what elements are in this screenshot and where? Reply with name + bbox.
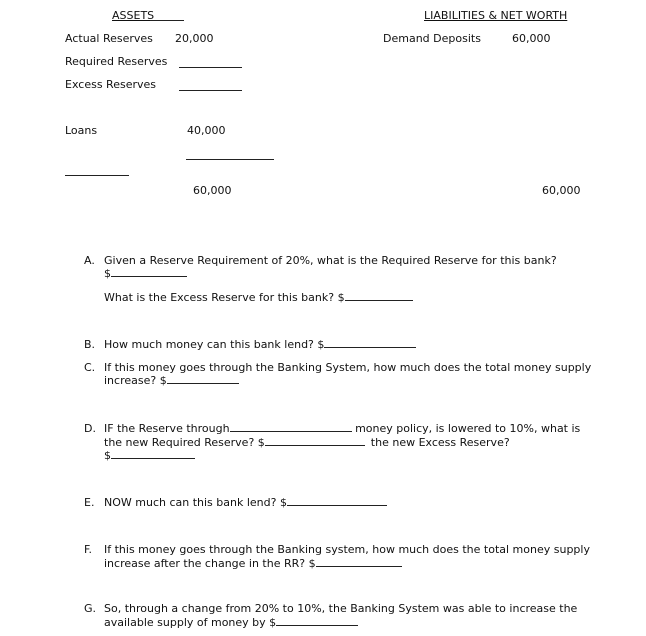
question-f-letter: F. [84, 543, 93, 556]
actual-reserves-value: 20,000 [175, 32, 214, 45]
question-a-answer [104, 267, 187, 281]
excess-reserves-label: Excess Reserves [65, 78, 156, 91]
question-g-letter: G. [84, 602, 97, 615]
extra-asset-value-blank[interactable] [186, 159, 274, 160]
question-d-line1 [104, 422, 580, 436]
question-a-letter: A. [84, 254, 95, 267]
question-d-part3: the new Required Reserve? $ [104, 436, 265, 449]
question-e-letter: E. [84, 496, 95, 509]
question-g-text: So, through a change from 20% to 10%, the Banking System was able to increase the [104, 602, 578, 615]
actual-reserves-label: Actual Reserves [65, 32, 153, 45]
question-g-blank[interactable] [276, 616, 358, 626]
question-a-answer-blank[interactable] [111, 267, 187, 277]
question-d-answer-prefix: $ [104, 449, 111, 462]
assets-header-rule [150, 20, 184, 21]
question-a-answer-prefix: $ [104, 267, 111, 280]
question-f-blank[interactable] [316, 557, 402, 567]
question-a-excess [104, 291, 413, 305]
question-c-letter: C. [84, 361, 96, 374]
question-a-excess-text: What is the Excess Reserve for this bank? $ [104, 291, 345, 304]
question-c-text2: increase? $ [104, 374, 167, 387]
question-a-excess-blank[interactable] [345, 291, 413, 301]
required-reserves-label: Required Reserves [65, 55, 168, 68]
question-b-blank[interactable] [324, 338, 416, 348]
question-d-line3 [104, 449, 195, 463]
question-d-part1: IF the Reserve through [104, 422, 230, 435]
question-f-text: If this money goes through the Banking system, how much does the total money supply [104, 543, 590, 556]
extra-asset-label-blank[interactable] [65, 175, 129, 176]
question-e-text: NOW much can this bank lend? $ [104, 496, 287, 509]
question-d-required-blank[interactable] [265, 436, 365, 446]
question-g-text2: available supply of money by $ [104, 616, 277, 629]
question-c-line2 [104, 374, 239, 388]
question-g-line2 [104, 616, 358, 630]
question-b-line [104, 338, 416, 352]
required-reserves-blank[interactable] [179, 67, 242, 68]
question-d-part4: the new Excess Reserve? [370, 436, 510, 449]
question-c-blank[interactable] [167, 374, 239, 384]
question-d-excess-blank[interactable] [111, 449, 195, 459]
assets-total: 60,000 [193, 184, 232, 197]
question-d-letter: D. [84, 422, 96, 435]
question-d-line2 [104, 436, 510, 450]
loans-label: Loans [65, 124, 98, 137]
liabilities-total: 60,000 [542, 184, 581, 197]
excess-reserves-blank[interactable] [179, 90, 242, 91]
demand-deposits-value: 60,000 [512, 32, 551, 45]
question-d-policy-blank[interactable] [230, 422, 352, 432]
question-b-text: How much money can this bank lend? $ [104, 338, 325, 351]
question-c-text: If this money goes through the Banking System, how much does the total money supply [104, 361, 592, 374]
assets-header: ASSETS [112, 9, 155, 22]
loans-value: 40,000 [187, 124, 226, 137]
demand-deposits-label: Demand Deposits [383, 32, 481, 45]
liabilities-header: LIABILITIES & NET WORTH [424, 9, 568, 22]
question-a-text: Given a Reserve Requirement of 20%, what is the Required Reserve for this bank? [104, 254, 557, 267]
question-e-line [104, 496, 387, 510]
question-e-blank[interactable] [287, 496, 387, 506]
question-f-line2 [104, 557, 402, 571]
question-d-part2: money policy, is lowered to 10%, what is [355, 422, 581, 435]
question-f-text2: increase after the change in the RR? $ [104, 557, 316, 570]
question-b-letter: B. [84, 338, 96, 351]
